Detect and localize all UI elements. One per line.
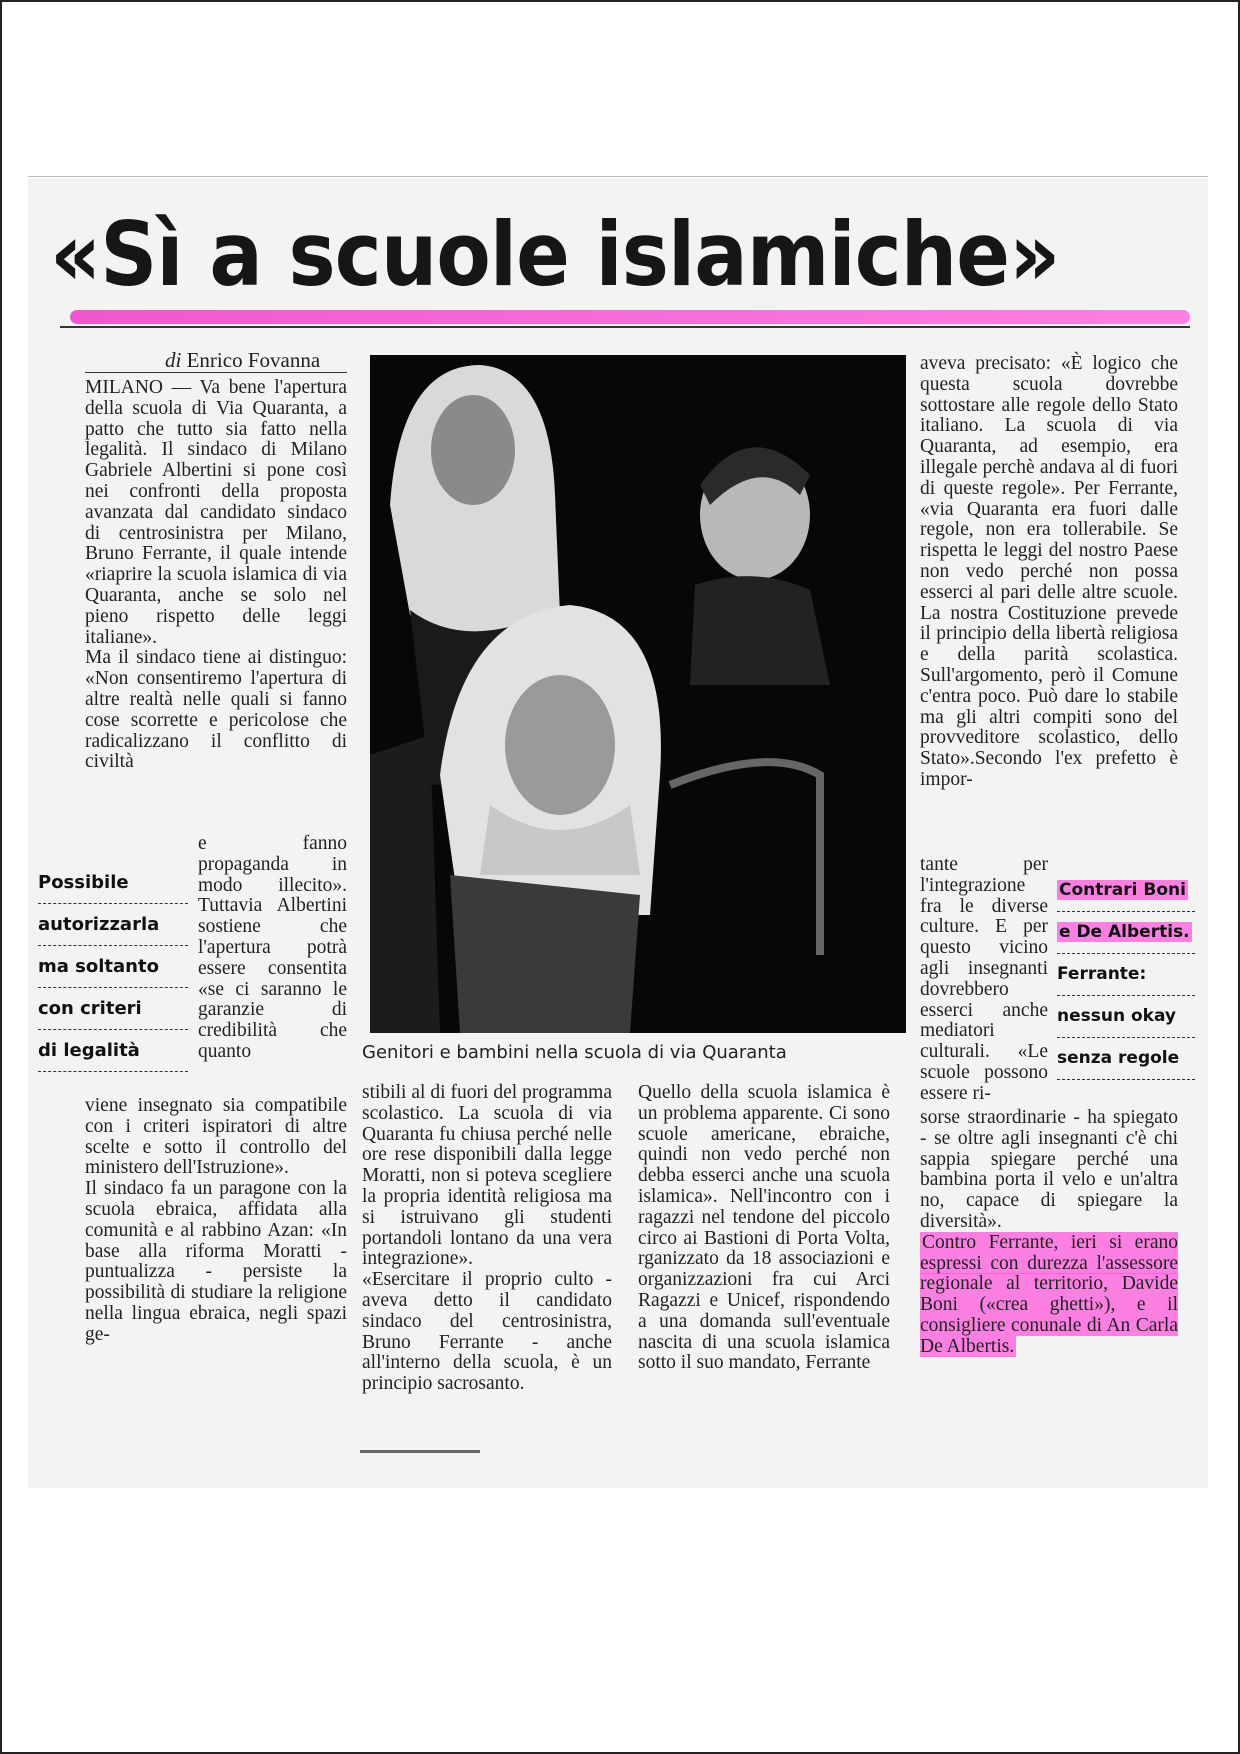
left-sidebar-line: Possibile xyxy=(38,862,188,904)
column-4-lower xyxy=(920,1108,1178,1358)
photo-caption: Genitori e bambini nella scuola di via Quaranta xyxy=(362,1042,787,1063)
photo-illustration xyxy=(370,355,906,1033)
col1-paragraph-4: viene insegnato sia compatibile con i criteri ispiratori di altre scelte e sotto il controllo del ministero dell'Istruzione». xyxy=(85,1095,347,1179)
headline-highlight xyxy=(70,310,1190,324)
column-1-upper xyxy=(85,378,347,773)
col1-paragraph-3: e fanno propaganda in modo illecito». Tuttavia Albertini sostiene che l'apertura potrà essere consentita «se ci saranno le garanzie di credibilità che quanto xyxy=(198,833,347,1062)
byline-prefix: di xyxy=(165,348,182,372)
byline xyxy=(165,348,345,373)
clipping-top-edge xyxy=(28,176,1208,187)
column-4-narrow xyxy=(920,855,1048,1105)
col4-paragraph-1: aveva precisato: «È logico che questa scuola dovrebbe sottostare alle regole dello Stato italiano. La scuola di via Quaranta, ad esempio, era illegale perchè andava al di fuori di queste regole». Per Ferrante, «via Quaranta era fuori dalle regole, non era tollerabile. Se rispetta le leggi del nostro Paese non vedo perché non possa esserci al pari delle altre scuole. La nostra Costituzione prevede il principio della libertà religiosa e della parità scolastica. Sull'argomento, però il Comune c'entra poco. Può dare lo stabile ma gli altri compiti sono del provveditore scolastico, dello Stato».Secondo l'ex prefetto è impor- xyxy=(920,353,1178,790)
news-photo xyxy=(370,355,906,1033)
right-sidebar-row xyxy=(1057,912,1195,954)
left-sidebar-line: con criteri xyxy=(38,988,188,1030)
headline-rule xyxy=(60,326,1190,328)
highlighted-passage: Contro Ferrante, ieri si erano espressi con durezza l'assessore regionale al territorio, Davide Boni («crea ghetti»), e il consigliere conunale di An Carla De Albertis. xyxy=(920,1231,1178,1357)
left-sidebar xyxy=(38,862,188,1072)
scan-mark xyxy=(360,1450,480,1453)
right-sidebar-row xyxy=(1057,870,1195,912)
column-1-narrow xyxy=(198,834,347,1063)
left-sidebar-line: di legalità xyxy=(38,1030,188,1072)
col4-paragraph-4 xyxy=(920,1233,1178,1358)
headline: «Sì a scuole islamiche» xyxy=(50,203,1060,306)
right-sidebar-line: Ferrante: xyxy=(1057,954,1195,996)
col1-paragraph-2: Ma il sindaco tiene ai distinguo: «Non consentiremo l'apertura di altre realtà nelle quali si fanno cose scorrette e pericolose che radicalizzano il conflitto di civiltà xyxy=(85,647,347,773)
col2-paragraph-2: «Esercitare il proprio culto - aveva detto il candidato sindaco del centrosinistra, Bruno Ferrante - anche all'interno della scuola, è un principio sacrosanto. xyxy=(362,1269,612,1395)
col3-paragraph-1: Quello della scuola islamica è un problema apparente. Ci sono scuole americane, ebraiche, quindi non vedo perché non debba esserci anche una scuola islamica». Nell'incontro con i ragazzi nel tendone del piccolo circo ai Bastioni di Porta Volta, rganizzato da 18 associazioni e organizzazioni fra cui Arci Ragazzi e Unicef, rispondendo a una domanda sull'eventuale nascita di una scuola islamica sotto il suo mandato, Ferrante xyxy=(638,1082,890,1374)
right-sidebar-line: Contrari Boni xyxy=(1059,880,1186,900)
byline-author: Enrico Fovanna xyxy=(186,348,321,372)
col4-paragraph-2: tante per l'integrazione fra le diverse culture. E per questo vicino agli insegnanti dovrebbero esserci anche mediatori culturali. «Le scuole possono essere ri- xyxy=(920,854,1048,1104)
right-sidebar-line: nessun okay xyxy=(1057,996,1195,1038)
col1-paragraph-1: MILANO — Va bene l'apertura della scuola di Via Quaranta, a patto che tutto sia fatto nella legalità. Il sindaco di Milano Gabriele Albertini si pone così nei confronti della proposta avanzata dal candidato sindaco di centrosinistra per Milano, Bruno Ferrante, il quale intende «riaprire la scuola islamica di via Quaranta, anche se solo nel pieno rispetto delle leggi italiane». xyxy=(85,377,347,648)
column-1-lower xyxy=(85,1096,347,1346)
col2-paragraph-1: stibili al di fuori del programma scolastico. La scuola di via Quaranta fu chiusa perché nelle ore rese disponibili dalla legge Moratti, non si poteva scegliere la propria identità religiosa ma si istruivano gli studenti portandoli lontano da una vera integrazione». xyxy=(362,1082,612,1270)
column-2 xyxy=(362,1083,612,1395)
col4-paragraph-3: sorse straordinarie - ha spiegato - se oltre agli insegnanti c'è chi sappia spiegare perché una bambina porta il velo e un'altra no, capace di spiegare la diversità». xyxy=(920,1107,1178,1232)
right-sidebar-line: e De Albertis. xyxy=(1059,922,1190,942)
right-sidebar-line: senza regole xyxy=(1057,1038,1195,1080)
column-3 xyxy=(638,1083,890,1374)
left-sidebar-line: autorizzarla xyxy=(38,904,188,946)
right-sidebar xyxy=(1057,870,1195,1080)
column-4-upper xyxy=(920,354,1178,791)
col1-paragraph-5: Il sindaco fa un paragone con la scuola ebraica, affidata alla comunità e al rabbino Azan: «In base alla riforma Moratti - puntualizza - persiste la possibilità di studiare la religione nella lingua ebraica, negli spazi ge- xyxy=(85,1178,347,1345)
byline-rule xyxy=(85,372,347,373)
left-sidebar-line: ma soltanto xyxy=(38,946,188,988)
